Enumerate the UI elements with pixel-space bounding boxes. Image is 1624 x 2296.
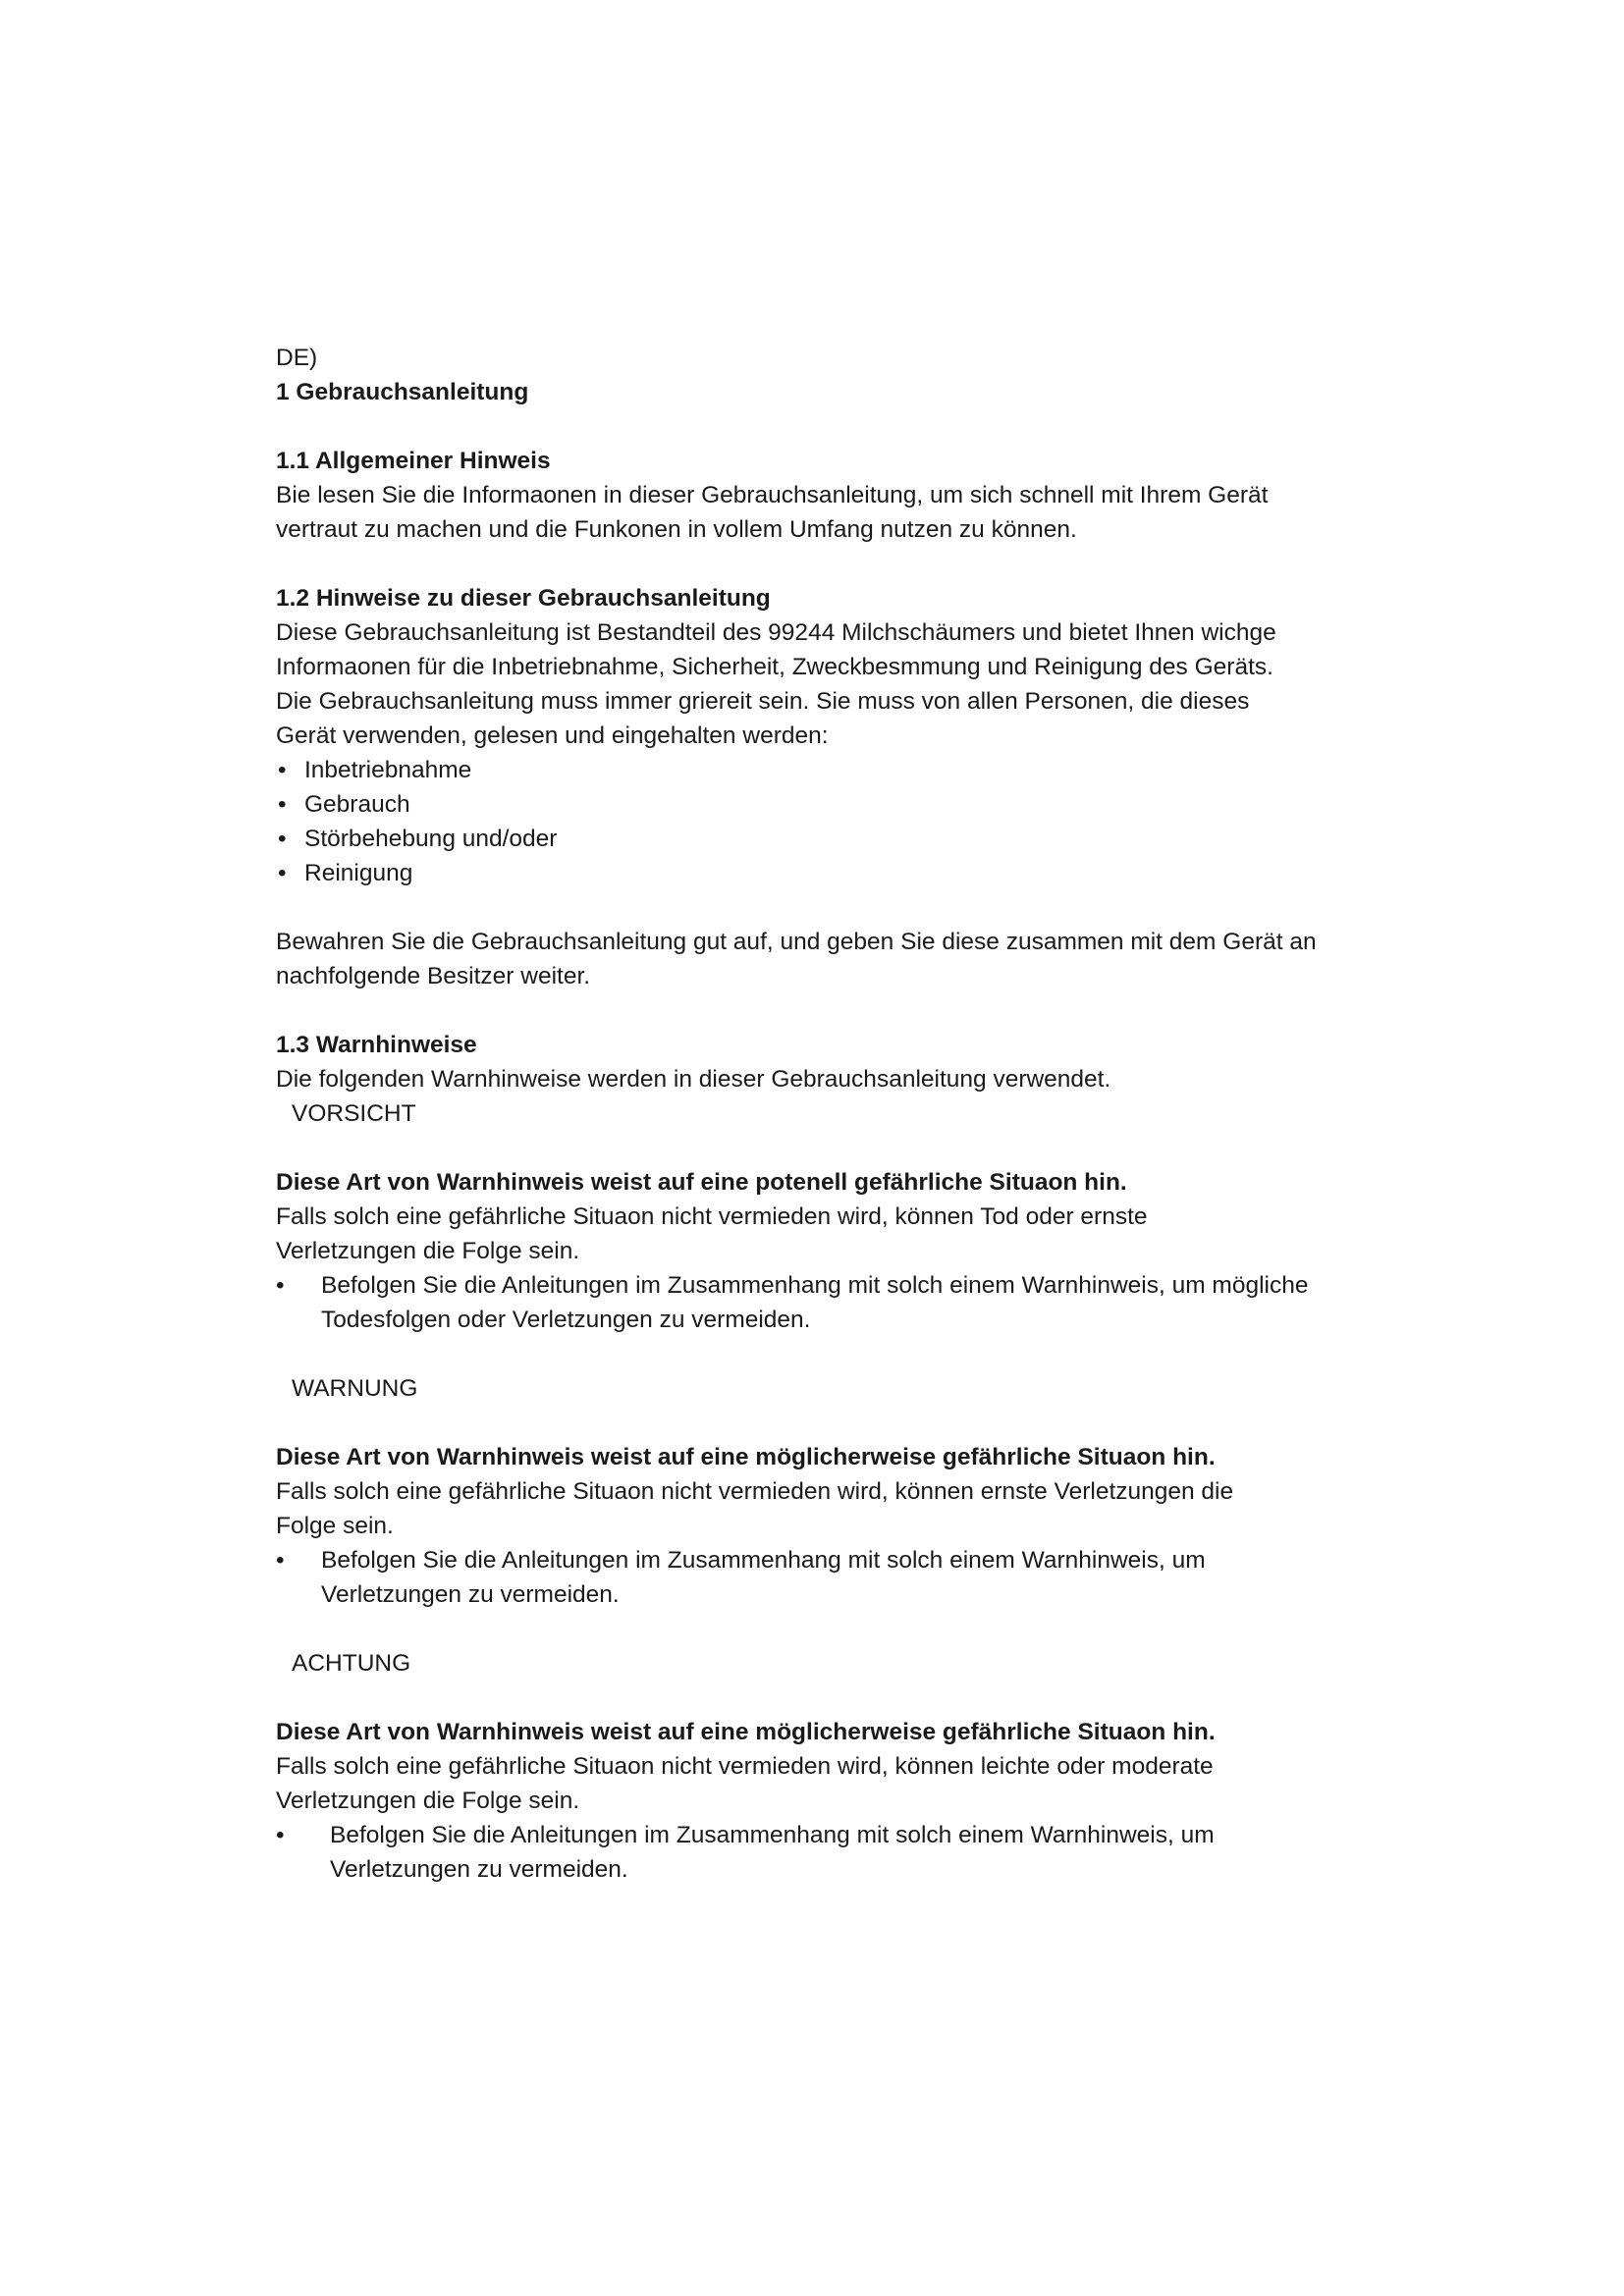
warning-bullet: [276, 1543, 1376, 1612]
warning-label-achtung: ACHTUNG: [292, 1650, 411, 1677]
warning-bold-statement: Diese Art von Warnhinweis weist auf eine möglicherweise gefährliche Situaon hin.: [276, 1719, 1216, 1745]
warning-text-line: Verletzungen die Folge sein.: [276, 1788, 580, 1814]
warning-bold-statement: Diese Art von Warnhinweis weist auf eine möglicherweise gefährliche Situaon hin.: [276, 1444, 1216, 1470]
bullet-icon: •: [276, 1272, 285, 1299]
section-1-2-text-line: Die Gebrauchsanleitung muss immer griereit sein. Sie muss von allen Personen, die dieses: [276, 688, 1250, 715]
section-1-1-text-line: Bie lesen Sie die Informaonen in dieser Gebrauchsanleitung, um sich schnell mit Ihrem Gerät: [276, 482, 1269, 508]
section-1-3-intro: Die folgenden Warnhinweise werden in dieser Gebrauchsanleitung verwendet.: [276, 1066, 1111, 1093]
language-marker: DE): [276, 345, 318, 371]
warning-text-line: Falls solch eine gefährliche Situaon nicht vermieden wird, können leichte oder moderate: [276, 1753, 1214, 1780]
section-1-1-text-line: vertraut zu machen und die Funkonen in vollem Umfang nutzen zu können.: [276, 516, 1077, 543]
section-1-2-bullet-list: [276, 753, 1376, 890]
bullet-icon: •: [276, 1547, 285, 1574]
bullet-icon: •: [278, 860, 287, 886]
warning-bold-statement: Diese Art von Warnhinweis weist auf eine potenell gefährliche Situaon hin.: [276, 1169, 1127, 1196]
document-content: [276, 341, 1376, 1887]
section-1-1-heading: 1.1 Allgemeiner Hinweis: [276, 448, 551, 474]
bullet-icon: •: [278, 791, 287, 818]
list-item: • Gebrauch: [276, 787, 1376, 822]
bullet-icon: •: [278, 826, 287, 852]
document-title: 1 Gebrauchsanleitung: [276, 379, 529, 405]
section-1-2-closing-line: nachfolgende Besitzer weiter.: [276, 963, 591, 989]
section-1-2-closing-line: Bewahren Sie die Gebrauchsanleitung gut auf, und geben Sie diese zusammen mit dem Gerät an: [276, 929, 1317, 955]
warning-text-line: Falls solch eine gefährliche Situaon nicht vermieden wird, können ernste Verletzungen die: [276, 1478, 1234, 1505]
section-1-3-heading: 1.3 Warnhinweise: [276, 1032, 477, 1058]
warning-text-line: Verletzungen die Folge sein.: [276, 1238, 580, 1264]
warning-bullet-line: Todesfolgen oder Verletzungen zu vermeiden.: [321, 1307, 811, 1333]
warning-bullet-line: Verletzungen zu vermeiden.: [321, 1581, 620, 1608]
section-1-2-text-line: Diese Gebrauchsanleitung ist Bestandteil des 99244 Milchschäumers und bietet Ihnen wichge: [276, 619, 1276, 646]
warning-bullet-line: Verletzungen zu vermeiden.: [330, 1856, 628, 1883]
bullet-icon: •: [276, 1822, 285, 1848]
list-item: • Reinigung: [276, 856, 1376, 890]
warning-text-line: Folge sein.: [276, 1513, 394, 1539]
warning-bullet: [276, 1268, 1376, 1337]
warning-bullet-line: Befolgen Sie die Anleitungen im Zusammenhang mit solch einem Warnhinweis, um mögliche: [321, 1272, 1309, 1299]
warning-label-warnung: WARNUNG: [292, 1375, 418, 1402]
warning-label-vorsicht: VORSICHT: [292, 1100, 416, 1127]
warning-bullet: [276, 1818, 1376, 1887]
list-item: • Störbehebung und/oder: [276, 822, 1376, 856]
section-1-2-heading: 1.2 Hinweise zu dieser Gebrauchsanleitung: [276, 585, 771, 612]
bullet-icon: •: [278, 757, 287, 783]
warning-text-line: Falls solch eine gefährliche Situaon nicht vermieden wird, können Tod oder ernste: [276, 1203, 1148, 1230]
section-1-2-text-line: Gerät verwenden, gelesen und eingehalten werden:: [276, 722, 829, 749]
list-item: • Inbetriebnahme: [276, 753, 1376, 787]
section-1-2-text-line: Informaonen für die Inbetriebnahme, Sicherheit, Zweckbesmmung und Reinigung des Geräts.: [276, 654, 1273, 680]
warning-bullet-line: Befolgen Sie die Anleitungen im Zusammenhang mit solch einem Warnhinweis, um: [321, 1547, 1206, 1574]
warning-bullet-line: Befolgen Sie die Anleitungen im Zusammenhang mit solch einem Warnhinweis, um: [330, 1822, 1215, 1848]
